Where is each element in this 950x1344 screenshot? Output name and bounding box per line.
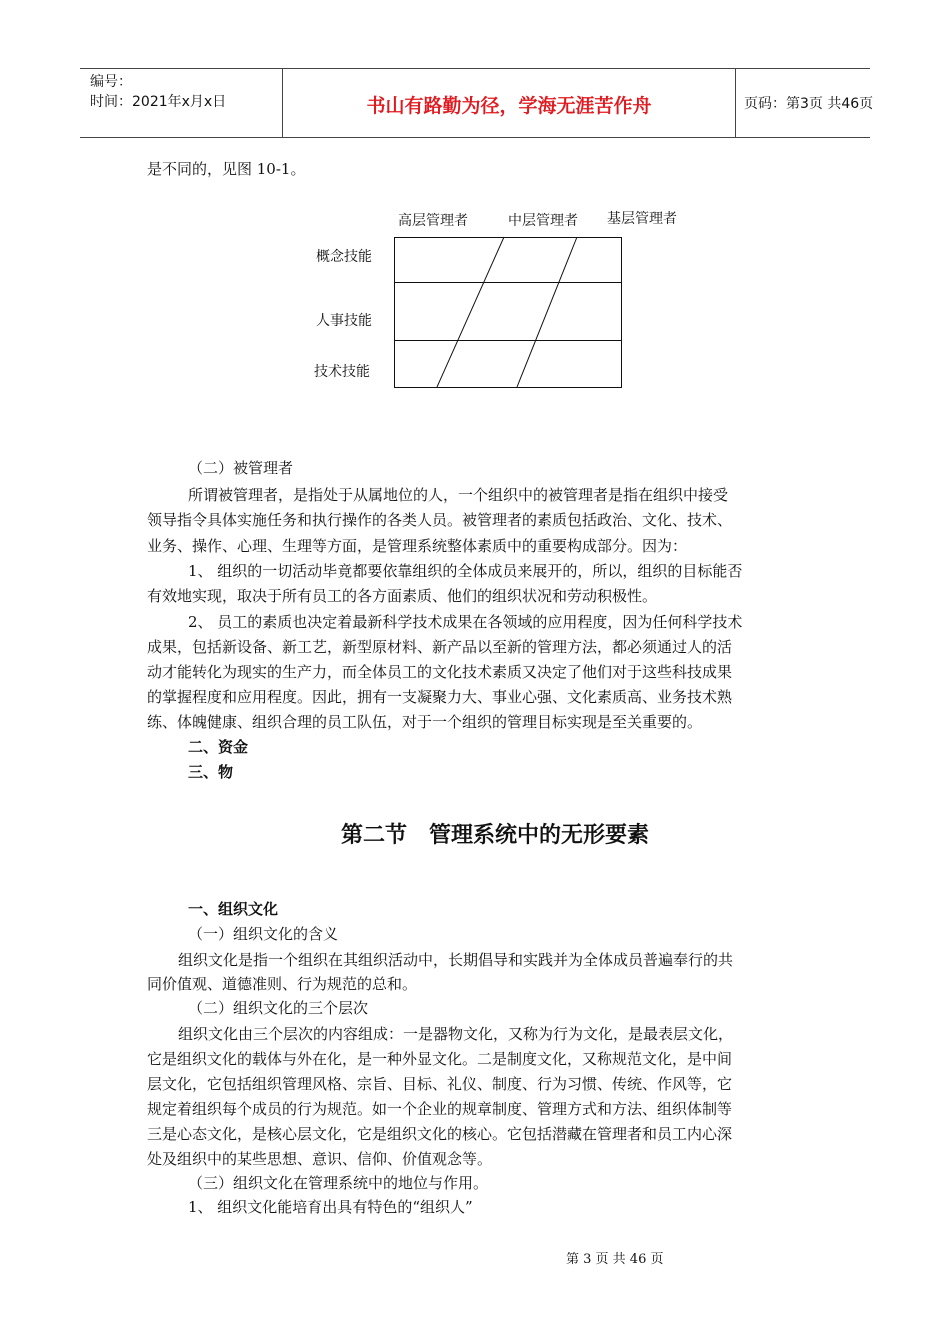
number-label: 编号： (90, 74, 132, 90)
column-label-base: 基层管理者 (607, 211, 677, 227)
paragraph-line: 业务、操作、心理、生理等方面，是管理系统整体素质中的重要构成部分。因为： (147, 537, 688, 555)
column-label-middle: 中层管理者 (508, 213, 578, 229)
paragraph-line: 三是心态文化，是核心层文化，它是组织文化的核心。它包括潜藏在管理者和员工内心深 (147, 1125, 733, 1143)
page-info: 页码：第3页 共46页 (744, 96, 874, 112)
sub-heading-meaning: （一）组织文化的含义 (188, 925, 339, 943)
paragraph-line: 的掌握程度和应用程度。因此，拥有一支凝聚力大、事业心强、文化素质高、业务技术熟 (147, 688, 733, 706)
section-title: 第二节 管理系统中的无形要素 (340, 823, 649, 848)
divider-middle-base (517, 237, 577, 387)
heading-capital: 二、资金 (188, 738, 249, 756)
skills-figure (300, 200, 700, 400)
header-meta-cell (80, 69, 283, 137)
paragraph-line: 领导指令具体实施任务和执行操作的各类人员。被管理者的素质包括政治、文化、技术、 (147, 511, 733, 529)
sub-heading-managed: （二）被管理者 (188, 459, 294, 477)
paragraph-line: 成果，包括新设备、新工艺，新型原材料、新产品以至新的管理方法，都必须通过人的活 (147, 638, 733, 656)
row-label-conceptual: 概念技能 (316, 249, 372, 265)
motto: 书山有路勤为径，学海无涯苦作舟 (366, 95, 652, 117)
row-label-human: 人事技能 (316, 313, 372, 329)
paragraph-line: 处及组织中的某些思想、意识、信仰、价值观念等。 (147, 1150, 493, 1168)
page-header (80, 68, 874, 138)
paragraph-line: 组织文化是指一个组织在其组织活动中，长期倡导和实践并为全体成员普遍奉行的共 (178, 951, 734, 969)
paragraph-line: 练、体魄健康、组织合理的员工队伍，对于一个组织的管理目标实现是至关重要的。 (147, 713, 703, 731)
page-footer: 第 3 页 共 46 页 (566, 1252, 664, 1267)
paragraph-line: 2、 员工的素质也决定着最新科学技术成果在各领域的应用程度，因为任何科学技术 (188, 613, 743, 631)
time-label: 时间：2021年x月x日 (90, 94, 227, 110)
sub-heading-role: （三）组织文化在管理系统中的地位与作用。 (188, 1174, 489, 1192)
diagonal-dividers (300, 200, 700, 400)
heading-org-culture: 一、组织文化 (188, 900, 279, 918)
row-label-technical: 技术技能 (314, 364, 370, 380)
sub-heading-levels: （二）组织文化的三个层次 (188, 999, 369, 1017)
column-label-top: 高层管理者 (398, 213, 468, 229)
header-page-cell (736, 69, 874, 137)
paragraph-line: 组织文化由三个层次的内容组成：一是器物文化，又称为行为文化，是最表层文化， (178, 1025, 734, 1043)
divider-top-middle (437, 237, 504, 387)
header-motto-cell (283, 69, 736, 137)
paragraph-line: 1、 组织的一切活动毕竟都要依靠组织的全体成员来展开的，所以，组织的目标能否 (188, 562, 743, 580)
paragraph-line: 有效地实现，取决于所有员工的各方面素质、他们的组织状况和劳动积极性。 (147, 587, 658, 605)
paragraph-line: 层文化，它包括组织管理风格、宗旨、目标、礼仪、制度、行为习惯、传统、作风等，它 (147, 1075, 733, 1093)
heading-material: 三、物 (188, 763, 234, 781)
paragraph-line: 同价值观、道德准则、行为规范的总和。 (147, 975, 418, 993)
paragraph-line: 规定着组织每个成员的行为规范。如一个企业的规章制度、管理方式和方法、组织体制等 (147, 1100, 733, 1118)
paragraph-line: 动才能转化为现实的生产力，而全体员工的文化技术素质又决定了他们对于这些科技成果 (147, 663, 733, 681)
intro-line: 是不同的，见图 10-1。 (147, 160, 306, 178)
paragraph-line: 1、 组织文化能培育出具有特色的“组织人” (188, 1198, 473, 1216)
paragraph-line: 所谓被管理者，是指处于从属地位的人，一个组织中的被管理者是指在组织中接受 (188, 486, 729, 504)
paragraph-line: 它是组织文化的载体与外在化，是一种外显文化。二是制度文化，又称规范文化，是中间 (147, 1050, 733, 1068)
